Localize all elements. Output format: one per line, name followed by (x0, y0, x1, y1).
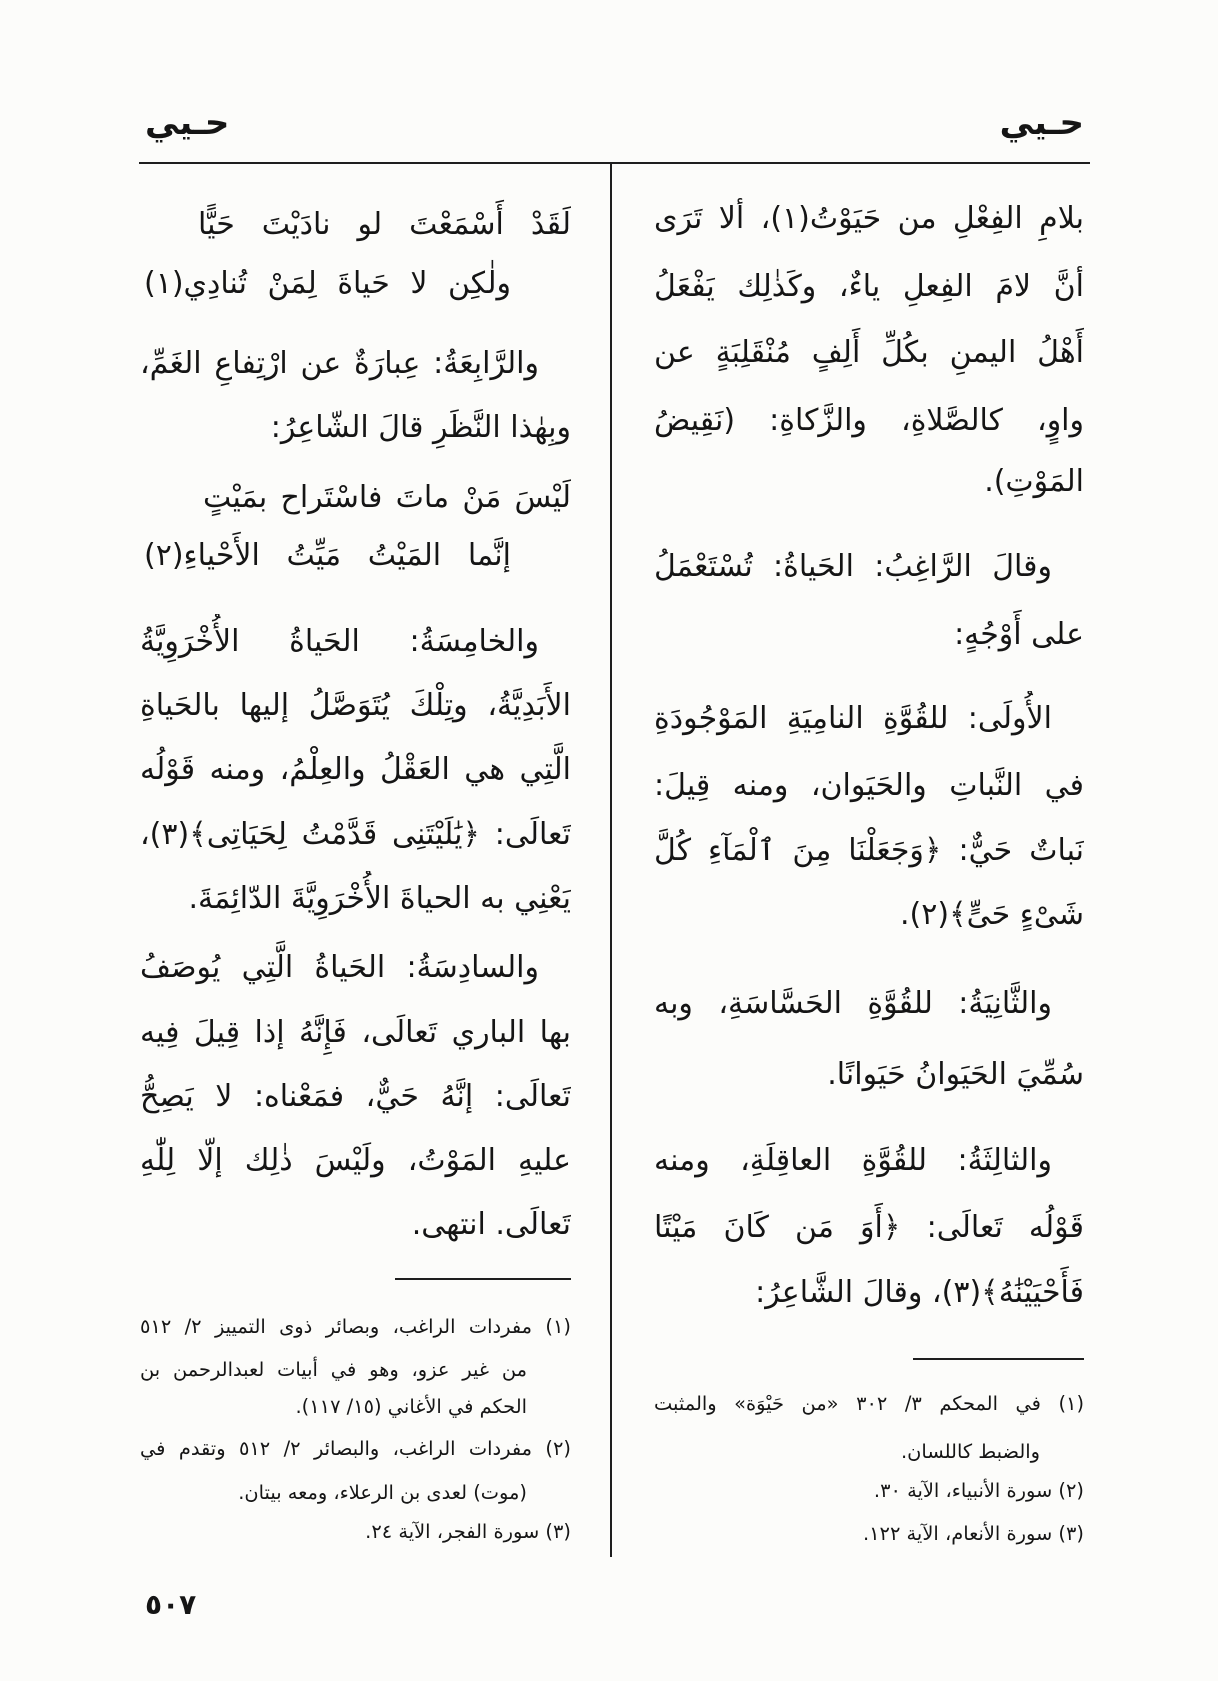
footnote-line: (١) في المحكم ٣/ ٣٠٢ «من حَيْوَة» والمثبت (654, 1392, 1084, 1415)
text-line: واوٍ، كالصَّلاةِ، والزَّكاةِ: (نَقِيضُ (654, 403, 1084, 438)
footnote-line: (١) مفردات الراغب، وبصائر ذوى التمييز ٢/ ٥١٢ (140, 1315, 571, 1338)
footnote-line: (٢) سورة الأنبياء، الآية ٣٠. (873, 1479, 1084, 1502)
text-line: وبِهٰذا النَّظَرِ قالَ الشّاعِرُ: (270, 410, 571, 445)
text-line: سُمِّيَ الحَيَوانُ حَيَوانًا. (827, 1057, 1084, 1092)
footnote-line: (موت) لعدى بن الرعلاء، ومعه بيتان. (238, 1481, 527, 1504)
text-line: على أَوْجُهٍ: (954, 617, 1084, 652)
verse-hemistich: إنَّما المَيْتُ مَيِّتُ الأَحْياءِ(٢) (144, 538, 511, 573)
text-line: المَوْتِ). (984, 464, 1084, 499)
text-line: عليهِ المَوْتُ، ولَيْسَ ذٰلِك إلّا لِلّٰهِ (140, 1143, 571, 1178)
footnote-line: الحكم في الأغاني (١٥/ ١١٧). (295, 1395, 527, 1418)
verse-hemistich: ولٰكِن لا حَياةَ لِمَنْ تُنادِي(١) (144, 266, 511, 301)
footnote-line: (٣) سورة الأنعام، الآية ١٢٢. (862, 1522, 1084, 1545)
text-line: الأُولَى: للقُوَّةِ النامِيَةِ المَوْجُودَةِ (654, 701, 1052, 736)
footnote-line: (٢) مفردات الراغب، والبصائر ٢/ ٥١٢ وتقدم في (140, 1437, 571, 1460)
text-line: نَباتٌ حَيٌّ: ﴿وَجَعَلْنَا مِنَ ٱلْمَآءِ كُلَّ (654, 833, 1084, 868)
verse-hemistich: لَيْسَ مَنْ ماتَ فاسْتَراح بمَيْتٍ (203, 480, 571, 515)
footnote-rule (395, 1278, 571, 1280)
column-divider (610, 163, 612, 1557)
text-line: أَهْلُ اليمنِ بكُلِّ أَلِفٍ مُنْقَلِبَةٍ عن (654, 335, 1084, 370)
text-line: فَأَحْيَيْنَٰهُ﴾(٣)، وقالَ الشَّاعِرُ: (755, 1275, 1084, 1310)
text-line: شَىْءٍ حَىٍّ﴾(٢). (900, 897, 1084, 932)
text-line: وقالَ الرَّاغِبُ: الحَياةُ: تُسْتَعْمَلُ (654, 549, 1052, 584)
text-line: في النَّباتِ والحَيَوان، ومنه قِيلَ: (654, 768, 1084, 803)
footnote-line: من غير عزو، وهو في أبيات لعبدالرحمن بن (140, 1358, 527, 1381)
text-line: والثالِثَةُ: للقُوَّةِ العاقِلَةِ، ومنه (654, 1143, 1052, 1178)
text-line: يَعْنِي به الحياةَ الأُخْرَوِيَّةَ الدّائِمَةَ. (188, 881, 571, 916)
verse-hemistich: لَقَدْ أَسْمَعْتَ لو نادَيْتَ حَيًّا (198, 207, 571, 242)
page-number: ٥٠٧ (145, 1588, 197, 1621)
text-line: تَعالَى: ﴿يَٰلَيْتَنِى قَدَّمْتُ لِحَيَاتِى﴾(٣)، (140, 817, 571, 852)
text-line: والثَّانِيَةُ: للقُوَّةِ الحَسَّاسَةِ، وبه (654, 986, 1052, 1021)
footnote-line: والضبط كاللسان. (901, 1440, 1040, 1463)
text-line: بلامِ الفِعْلِ من حَيَوْتُ(١)، ألا تَرَى (654, 201, 1084, 236)
footnote-line: (٣) سورة الفجر، الآية ٢٤. (365, 1520, 571, 1543)
footnote-rule (913, 1358, 1084, 1360)
text-line: بها الباري تَعالَى، فَإِنَّهُ إذا قِيلَ فِيه (140, 1015, 571, 1050)
text-line: تَعالَى: إنَّهُ حَيٌّ، فمَعْناه: لا يَصِحُّ (140, 1079, 571, 1114)
header-rule (139, 162, 1090, 164)
running-header-left: حـيي (145, 103, 230, 143)
text-line: تَعالَى. انتهى. (411, 1207, 571, 1242)
text-line: أنَّ لامَ الفِعلِ ياءٌ، وكَذٰلِك يَفْعَلُ (654, 269, 1084, 304)
text-line: الَّتِي هي العَقْلُ والعِلْمُ، ومنه قَوْلُه (140, 752, 571, 787)
text-line: والرَّابِعَةُ: عِبارَةٌ عن ارْتِفاعِ الغَمِّ، (140, 346, 539, 381)
text-line: قَوْلُه تَعالَى: ﴿أَوَ مَن كَانَ مَيْتًا (654, 1210, 1084, 1245)
text-line: والخامِسَةُ: الحَياةُ الأُخْرَوِيَّةُ (140, 624, 539, 659)
text-line: والسادِسَةُ: الحَياةُ الَّتِي يُوصَفُ (140, 950, 539, 985)
text-line: الأَبَدِيَّةُ، وتِلْكَ يُتَوَصَّلُ إليها بالحَياةِ (140, 688, 571, 723)
running-header-right: حـيي (999, 103, 1084, 143)
